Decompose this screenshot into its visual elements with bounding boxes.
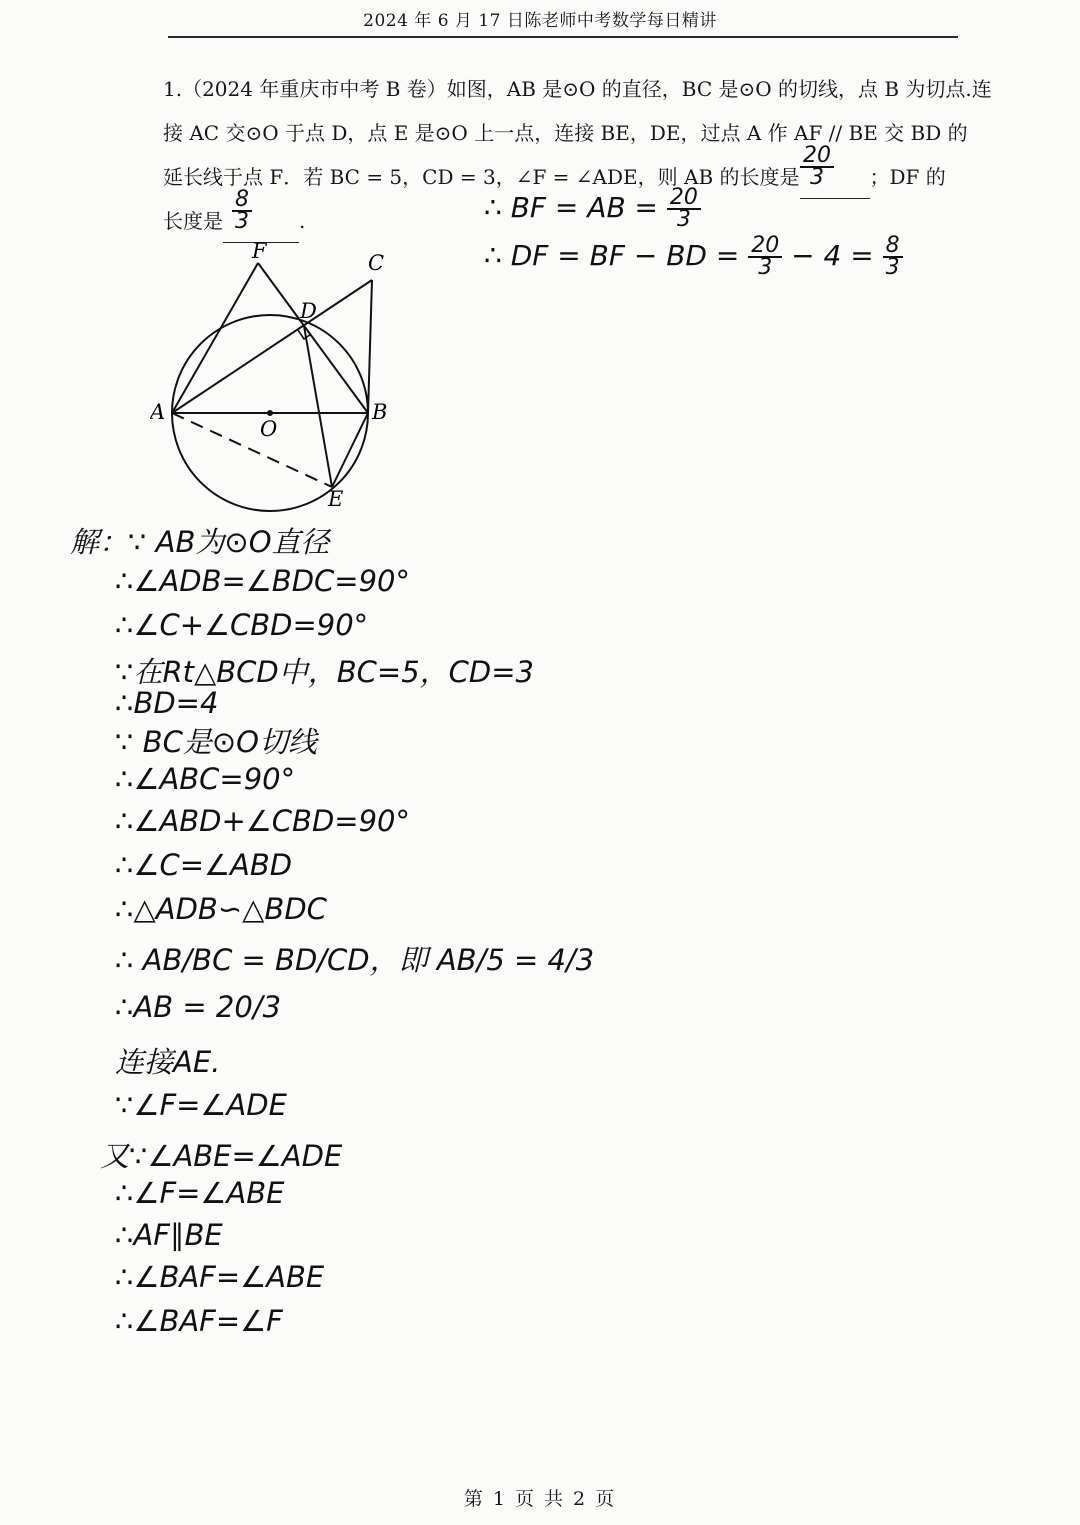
solution-line: ∴ AB/BC = BD/CD，即 AB/5 = 4/3: [115, 943, 595, 977]
solution-line: ∴∠C+∠CBD=90°: [115, 608, 369, 642]
solution-line: ∴△ADB∽△BDC: [115, 892, 327, 926]
solution-line: ∴∠ABC=90°: [115, 762, 296, 796]
problem-line-3-text: 延长线于点 F．若 BC = 5，CD = 3，∠F = ∠ADE，则 AB 的长度是: [163, 165, 800, 189]
solution-line: ∵∠F=∠ADE: [115, 1088, 287, 1122]
label-a: A: [150, 400, 166, 424]
answer-df-denominator: 3: [235, 209, 249, 234]
side-work-1-num: 20: [667, 188, 701, 210]
solution-line: ∴AB = 20/3: [115, 990, 282, 1024]
solution-line: ∴∠ADB=∠BDC=90°: [115, 564, 410, 598]
solution-line: 解：∵ AB为⊙O直径: [70, 525, 330, 559]
solution-line: ∵在Rt△BCD中，BC=5，CD=3: [115, 655, 534, 689]
side-work-2-num2: 8: [883, 236, 903, 258]
problem-line-4-end: .: [299, 209, 306, 233]
answer-ab-denominator: 3: [810, 165, 824, 190]
problem-line-1: 1.（2024 年重庆市中考 B 卷）如图，AB 是⊙O 的直径，BC 是⊙O 的切线，点 B 为切点.连: [163, 77, 992, 101]
center-point-o: [267, 410, 273, 416]
side-work-line-2: [484, 233, 903, 280]
page-footer: 第 1 页 共 2 页: [463, 1488, 617, 1510]
side-work-line-1: [484, 185, 701, 232]
side-work-2-mid: − 4 =: [791, 239, 874, 272]
solution-line: ∴∠C=∠ABD: [115, 848, 293, 882]
label-b: B: [372, 400, 388, 424]
solution-line: ∴∠ABD+∠CBD=90°: [115, 804, 410, 838]
side-work-2-den1: 3: [758, 255, 773, 280]
side-work-2-den2: 3: [885, 255, 900, 280]
solution-line: ∴∠BAF=∠ABE: [115, 1260, 325, 1294]
solution-line: ∵ BC是⊙O切线: [115, 725, 317, 759]
label-f: F: [252, 239, 267, 263]
label-c: C: [368, 251, 385, 275]
handwritten-answer-df: [232, 187, 252, 234]
solution-line: ∴∠F=∠ABE: [115, 1176, 285, 1210]
answer-df-numerator: 8: [232, 190, 252, 212]
segment-bc: [368, 280, 372, 413]
answer-ab-numerator: 20: [800, 146, 834, 168]
solution-line: ∴BD=4: [115, 686, 219, 720]
solution-line: ∴∠BAF=∠F: [115, 1304, 283, 1338]
geometry-figure: [150, 238, 410, 518]
page-header: 2024 年 6 月 17 日陈老师中考数学每日精讲: [363, 11, 717, 31]
solution-line: 又∵∠ABE=∠ADE: [100, 1139, 343, 1173]
segment-af: [172, 263, 258, 413]
segment-de: [304, 326, 332, 487]
side-work-2-num1: 20: [748, 236, 782, 258]
side-work-1-den: 3: [676, 207, 691, 232]
label-e: E: [328, 487, 344, 511]
header-divider: [168, 36, 958, 38]
solution-line: 连接AE.: [115, 1045, 221, 1079]
segment-fb: [258, 263, 368, 413]
label-o: O: [260, 417, 278, 441]
problem-line-4-text: 长度是: [163, 209, 223, 233]
side-work-2-text: ∴ DF = BF − BD =: [484, 239, 740, 272]
side-work-1-text: ∴ BF = AB =: [484, 191, 659, 224]
segment-be: [332, 413, 368, 487]
problem-line-3-end: ；DF 的: [869, 165, 946, 189]
solution-line: ∴AF∥BE: [115, 1218, 223, 1252]
label-d: D: [300, 299, 317, 323]
problem-line-2: 接 AC 交⊙O 于点 D，点 E 是⊙O 上一点，连接 BE，DE，过点 A 作 AF // BE 交 BD 的: [163, 121, 968, 145]
handwritten-answer-ab: [800, 143, 834, 190]
